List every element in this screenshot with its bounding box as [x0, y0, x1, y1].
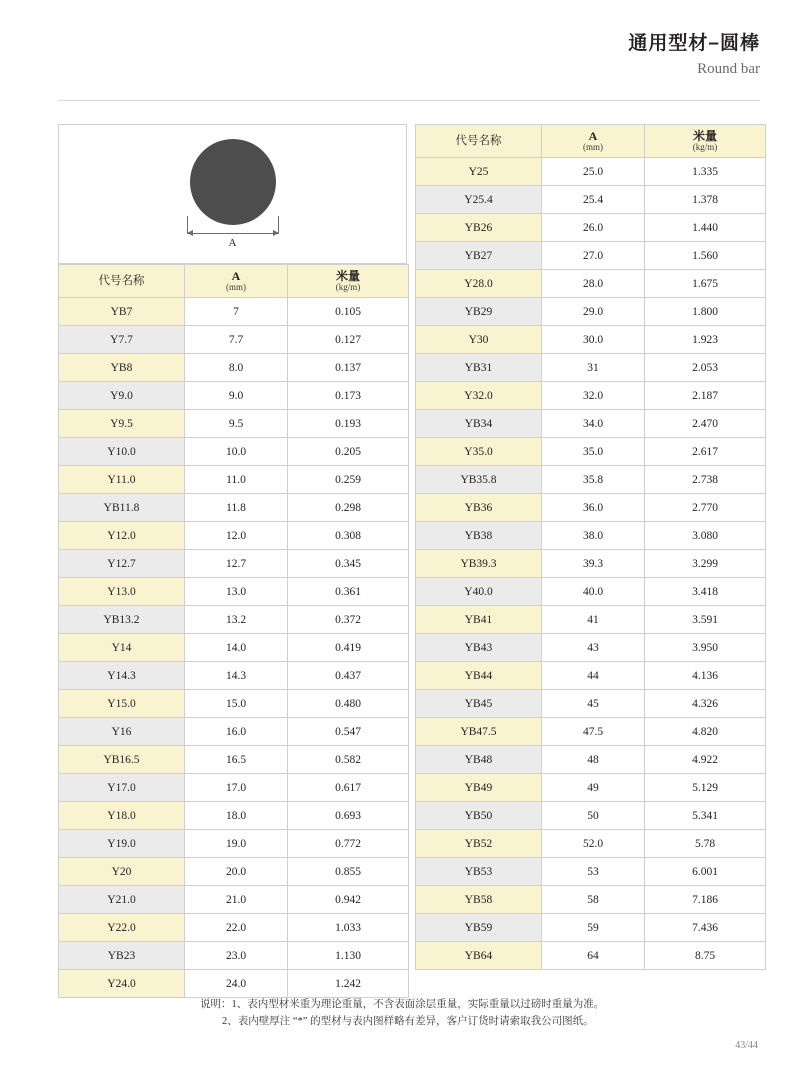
table-row [59, 858, 409, 886]
table-row [416, 662, 766, 690]
header-code: 代号名称 [59, 265, 185, 298]
table-row [416, 326, 766, 354]
table-row [416, 606, 766, 634]
cell-diameter: 58 [542, 886, 645, 914]
table-row [59, 522, 409, 550]
dimension-line-icon [187, 233, 279, 234]
cell-diameter: 11.8 [185, 494, 288, 522]
cell-diameter: 64 [542, 942, 645, 970]
table-row [59, 942, 409, 970]
table-header-row [59, 265, 409, 298]
header-a [542, 125, 645, 158]
table-row [416, 410, 766, 438]
round-bar-figure [58, 124, 407, 264]
table-row [416, 802, 766, 830]
cell-code: YB23 [59, 942, 185, 970]
table-row [416, 550, 766, 578]
table-row [416, 270, 766, 298]
cell-code: YB39.3 [416, 550, 542, 578]
cell-code: Y14 [59, 634, 185, 662]
cell-diameter: 28.0 [542, 270, 645, 298]
cell-code: Y19.0 [59, 830, 185, 858]
table-row [416, 466, 766, 494]
cell-code: YB48 [416, 746, 542, 774]
cell-diameter: 29.0 [542, 298, 645, 326]
cell-diameter: 45 [542, 690, 645, 718]
cell-code: Y32.0 [416, 382, 542, 410]
table-row [59, 718, 409, 746]
cell-weight: 6.001 [645, 858, 766, 886]
cell-weight: 0.617 [288, 774, 409, 802]
cell-diameter: 44 [542, 662, 645, 690]
cell-diameter: 23.0 [185, 942, 288, 970]
cell-diameter: 31 [542, 354, 645, 382]
cell-code: Y9.5 [59, 410, 185, 438]
cell-weight: 7.186 [645, 886, 766, 914]
cell-diameter: 10.0 [185, 438, 288, 466]
cell-diameter: 38.0 [542, 522, 645, 550]
cell-code: YB26 [416, 214, 542, 242]
header-weight-sub: (kg/m) [692, 141, 718, 152]
cell-code: YB16.5 [59, 746, 185, 774]
table-row [59, 550, 409, 578]
cell-code: Y35.0 [416, 438, 542, 466]
cell-diameter: 16.0 [185, 718, 288, 746]
cell-diameter: 30.0 [542, 326, 645, 354]
cell-diameter: 52.0 [542, 830, 645, 858]
header-weight-main: 米量 [335, 268, 360, 283]
header-a-sub: (mm) [583, 141, 603, 152]
cell-weight: 1.923 [645, 326, 766, 354]
cell-code: YB41 [416, 606, 542, 634]
cell-diameter: 21.0 [185, 886, 288, 914]
table-row [416, 746, 766, 774]
table-row [59, 662, 409, 690]
dimension-label: A [228, 237, 237, 249]
table-row [59, 326, 409, 354]
cell-diameter: 26.0 [542, 214, 645, 242]
table-row [416, 242, 766, 270]
round-bar-cross-section-icon [190, 139, 276, 225]
cell-weight: 3.591 [645, 606, 766, 634]
cell-code: YB44 [416, 662, 542, 690]
table-row [59, 802, 409, 830]
cell-diameter: 9.5 [185, 410, 288, 438]
cell-code: Y15.0 [59, 690, 185, 718]
cell-weight: 4.136 [645, 662, 766, 690]
cell-code: Y12.7 [59, 550, 185, 578]
table-row [416, 830, 766, 858]
table-row [416, 158, 766, 186]
cell-diameter: 43 [542, 634, 645, 662]
left-column [58, 124, 407, 998]
cell-weight: 1.378 [645, 186, 766, 214]
cell-diameter: 13.0 [185, 578, 288, 606]
cell-diameter: 47.5 [542, 718, 645, 746]
cell-diameter: 17.0 [185, 774, 288, 802]
cell-diameter: 34.0 [542, 410, 645, 438]
table-row [416, 354, 766, 382]
table-row [59, 914, 409, 942]
cell-code: YB45 [416, 690, 542, 718]
cell-diameter: 15.0 [185, 690, 288, 718]
right-column [415, 124, 764, 998]
cell-code: Y21.0 [59, 886, 185, 914]
cell-weight: 1.560 [645, 242, 766, 270]
cell-weight: 2.770 [645, 494, 766, 522]
header-weight-main: 米量 [692, 128, 717, 143]
cell-code: Y13.0 [59, 578, 185, 606]
cell-code: Y12.0 [59, 522, 185, 550]
cell-weight: 0.855 [288, 858, 409, 886]
page-title-cn: 通用型材–圆棒 [628, 33, 760, 54]
cell-diameter: 11.0 [185, 466, 288, 494]
cell-code: Y16 [59, 718, 185, 746]
cell-weight: 8.75 [645, 942, 766, 970]
cell-code: Y11.0 [59, 466, 185, 494]
cell-weight: 2.470 [645, 410, 766, 438]
cell-code: YB59 [416, 914, 542, 942]
cell-diameter: 39.3 [542, 550, 645, 578]
cell-code: Y22.0 [59, 914, 185, 942]
cell-code: YB36 [416, 494, 542, 522]
table-row [59, 830, 409, 858]
table-row [59, 382, 409, 410]
cell-weight: 1.033 [288, 914, 409, 942]
spec-columns [58, 124, 764, 998]
page-header [628, 32, 760, 80]
cell-weight: 0.137 [288, 354, 409, 382]
table-row [416, 298, 766, 326]
cell-weight: 2.053 [645, 354, 766, 382]
cell-weight: 1.440 [645, 214, 766, 242]
cell-code: YB38 [416, 522, 542, 550]
cell-code: Y25 [416, 158, 542, 186]
cell-weight: 0.772 [288, 830, 409, 858]
cell-code: YB7 [59, 298, 185, 326]
header-divider [58, 100, 760, 101]
cell-weight: 1.335 [645, 158, 766, 186]
cell-diameter: 50 [542, 802, 645, 830]
cell-weight: 7.436 [645, 914, 766, 942]
cell-code: YB35.8 [416, 466, 542, 494]
header-weight-sub: (kg/m) [335, 281, 361, 292]
cell-weight: 0.372 [288, 606, 409, 634]
cell-weight: 0.361 [288, 578, 409, 606]
cell-weight: 0.259 [288, 466, 409, 494]
cell-code: YB52 [416, 830, 542, 858]
cell-diameter: 14.0 [185, 634, 288, 662]
cell-diameter: 49 [542, 774, 645, 802]
header-a-main: A [231, 268, 241, 283]
header-a [185, 265, 288, 298]
cell-code: Y9.0 [59, 382, 185, 410]
table-row [416, 438, 766, 466]
footnote-line-2: 2、表内壁厚注 “*” 的型材与表内图样略有差异，客户订货时请索取我公司图纸。 [222, 1016, 594, 1027]
page-title-en: Round bar [697, 61, 760, 77]
cell-weight: 0.437 [288, 662, 409, 690]
table-row [416, 886, 766, 914]
table-row [59, 606, 409, 634]
cell-code: YB8 [59, 354, 185, 382]
cell-weight: 0.419 [288, 634, 409, 662]
cell-weight: 5.78 [645, 830, 766, 858]
header-weight [288, 265, 409, 298]
cell-weight: 2.187 [645, 382, 766, 410]
cell-weight: 3.299 [645, 550, 766, 578]
table-row [416, 914, 766, 942]
cell-code: YB34 [416, 410, 542, 438]
cell-code: Y28.0 [416, 270, 542, 298]
cell-weight: 1.800 [645, 298, 766, 326]
cell-diameter: 25.0 [542, 158, 645, 186]
cell-code: YB49 [416, 774, 542, 802]
cell-weight: 3.080 [645, 522, 766, 550]
dimension-tick-right-icon [278, 216, 279, 234]
cell-weight: 4.326 [645, 690, 766, 718]
cell-weight: 4.922 [645, 746, 766, 774]
cell-code: YB31 [416, 354, 542, 382]
cell-diameter: 27.0 [542, 242, 645, 270]
table-row [59, 970, 409, 998]
cell-diameter: 41 [542, 606, 645, 634]
cell-weight: 0.942 [288, 886, 409, 914]
cell-weight: 0.345 [288, 550, 409, 578]
cell-weight: 0.127 [288, 326, 409, 354]
cell-code: Y40.0 [416, 578, 542, 606]
cell-weight: 0.480 [288, 690, 409, 718]
cell-code: Y7.7 [59, 326, 185, 354]
dimension-annotation [187, 233, 279, 249]
table-row [59, 886, 409, 914]
table-row [416, 718, 766, 746]
cell-weight: 0.193 [288, 410, 409, 438]
cell-diameter: 59 [542, 914, 645, 942]
cell-code: Y20 [59, 858, 185, 886]
table-row [59, 578, 409, 606]
cell-diameter: 48 [542, 746, 645, 774]
cell-weight: 2.617 [645, 438, 766, 466]
cell-weight: 0.298 [288, 494, 409, 522]
cell-weight: 3.418 [645, 578, 766, 606]
cell-code: YB53 [416, 858, 542, 886]
table-row [416, 578, 766, 606]
table-row [416, 858, 766, 886]
table-row [416, 690, 766, 718]
cell-diameter: 7 [185, 298, 288, 326]
table-row [59, 410, 409, 438]
table-row [59, 466, 409, 494]
dimension-tick-left-icon [187, 216, 188, 234]
page-number: 43/44 [735, 1040, 758, 1051]
footnote [200, 996, 604, 1030]
table-row [59, 690, 409, 718]
cell-diameter: 9.0 [185, 382, 288, 410]
cell-diameter: 16.5 [185, 746, 288, 774]
cell-diameter: 12.7 [185, 550, 288, 578]
cell-code: Y18.0 [59, 802, 185, 830]
cell-diameter: 35.8 [542, 466, 645, 494]
cell-code: Y14.3 [59, 662, 185, 690]
cell-diameter: 36.0 [542, 494, 645, 522]
left-spec-table [58, 264, 409, 998]
cell-code: YB11.8 [59, 494, 185, 522]
header-a-main: A [588, 128, 598, 143]
cell-code: Y30 [416, 326, 542, 354]
cell-code: Y17.0 [59, 774, 185, 802]
cell-weight: 0.105 [288, 298, 409, 326]
cell-weight: 1.242 [288, 970, 409, 998]
cell-code: YB58 [416, 886, 542, 914]
cell-diameter: 14.3 [185, 662, 288, 690]
cell-diameter: 18.0 [185, 802, 288, 830]
cell-weight: 0.205 [288, 438, 409, 466]
cell-code: Y25.4 [416, 186, 542, 214]
cell-code: Y24.0 [59, 970, 185, 998]
cell-weight: 0.308 [288, 522, 409, 550]
cell-weight: 0.582 [288, 746, 409, 774]
cell-diameter: 35.0 [542, 438, 645, 466]
footnote-line-1: 说明：1、表内型材米重为理论重量，不含表面涂层重量，实际重量以过磅时重量为准。 [200, 999, 605, 1010]
cell-diameter: 32.0 [542, 382, 645, 410]
cell-weight: 1.130 [288, 942, 409, 970]
header-a-sub: (mm) [226, 281, 246, 292]
table-row [59, 438, 409, 466]
cell-diameter: 25.4 [542, 186, 645, 214]
cell-diameter: 8.0 [185, 354, 288, 382]
table-row [59, 298, 409, 326]
table-row [416, 522, 766, 550]
cell-code: Y10.0 [59, 438, 185, 466]
header-weight [645, 125, 766, 158]
cell-code: YB47.5 [416, 718, 542, 746]
cell-weight: 0.693 [288, 802, 409, 830]
cell-code: YB50 [416, 802, 542, 830]
table-row [416, 494, 766, 522]
right-spec-table [415, 124, 766, 970]
table-row [416, 382, 766, 410]
table-row [416, 942, 766, 970]
cell-weight: 0.173 [288, 382, 409, 410]
table-row [59, 774, 409, 802]
table-row [416, 214, 766, 242]
table-row [416, 186, 766, 214]
cell-diameter: 19.0 [185, 830, 288, 858]
table-row [416, 634, 766, 662]
cell-diameter: 7.7 [185, 326, 288, 354]
cell-diameter: 22.0 [185, 914, 288, 942]
table-row [416, 774, 766, 802]
cell-weight: 1.675 [645, 270, 766, 298]
table-row [59, 634, 409, 662]
header-code: 代号名称 [416, 125, 542, 158]
cell-weight: 4.820 [645, 718, 766, 746]
table-row [59, 746, 409, 774]
table-row [59, 494, 409, 522]
cell-diameter: 40.0 [542, 578, 645, 606]
cell-weight: 3.950 [645, 634, 766, 662]
cell-weight: 5.129 [645, 774, 766, 802]
table-header-row [416, 125, 766, 158]
cell-code: YB29 [416, 298, 542, 326]
cell-code: YB13.2 [59, 606, 185, 634]
cell-weight: 5.341 [645, 802, 766, 830]
cell-weight: 2.738 [645, 466, 766, 494]
cell-code: YB64 [416, 942, 542, 970]
cell-diameter: 20.0 [185, 858, 288, 886]
table-row [59, 354, 409, 382]
cell-weight: 0.547 [288, 718, 409, 746]
cell-diameter: 53 [542, 858, 645, 886]
cell-diameter: 12.0 [185, 522, 288, 550]
cell-diameter: 24.0 [185, 970, 288, 998]
cell-code: YB27 [416, 242, 542, 270]
cell-diameter: 13.2 [185, 606, 288, 634]
cell-code: YB43 [416, 634, 542, 662]
